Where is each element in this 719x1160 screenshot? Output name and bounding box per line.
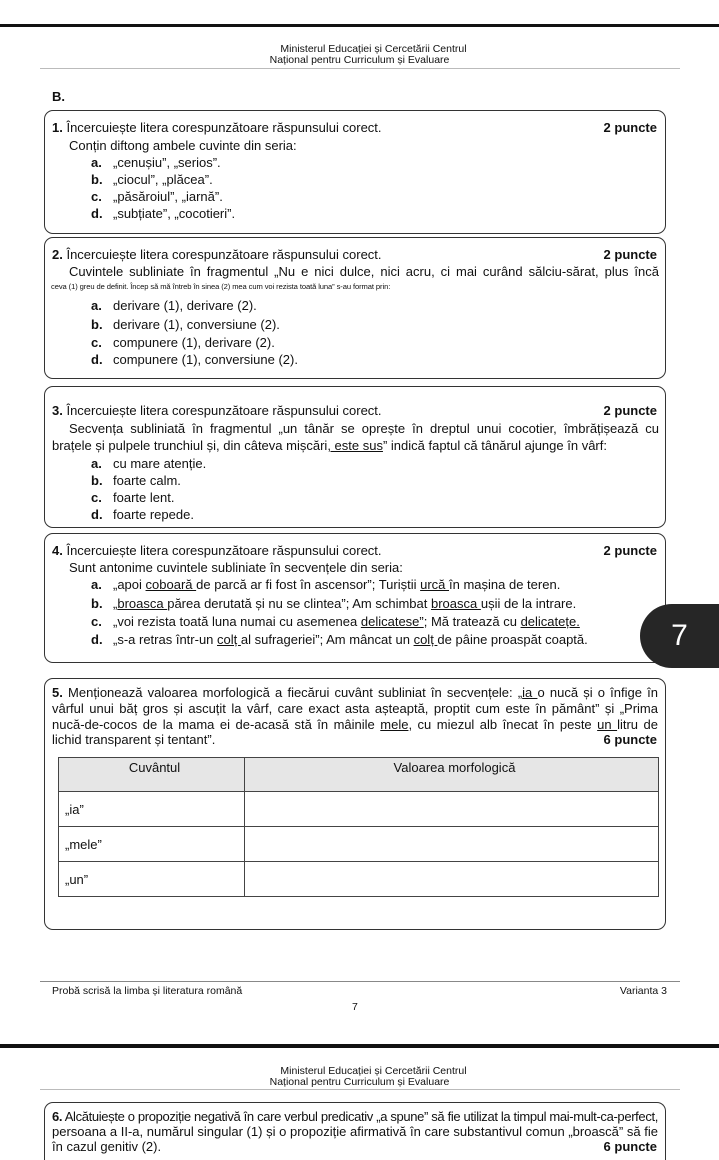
- table-cell-word: „ia”: [59, 792, 245, 827]
- question-5-line2: vârful unui băț gros și ascuțit la vârf, care exact asta așteaptă, proptit cum este în pământ” și „Prima: [52, 701, 658, 716]
- question-4-box: [44, 533, 666, 663]
- next-header-divider: [40, 1089, 680, 1090]
- next-page-header: [0, 1066, 719, 1088]
- question-3-underlined: , este sus: [327, 438, 383, 453]
- question-6-box: [44, 1102, 666, 1160]
- question-5-line1: 5. Menționează valoarea morfologică a fiecărui cuvânt subliniat în secvențele: „ia o nucă și o înfige în: [52, 685, 658, 700]
- question-3-text-line2: brațele și pulpele trunchiul și, din câteva mișcări, este sus” indică faptul că tânărul ajunge în vârf:: [52, 438, 607, 453]
- table-cell-word: „mele”: [59, 827, 245, 862]
- question-2-option-b[interactable]: b. derivare (1), conversiune (2).: [91, 317, 280, 332]
- table-cell-word: „un”: [59, 862, 245, 897]
- table-cell-answer[interactable]: [245, 862, 659, 897]
- question-4-option-a[interactable]: a. „apoi coboară de parcă ar fi fost în ascensor”; Turiștii urcă în mașina de teren.: [91, 577, 561, 592]
- question-1-text: Conțin diftong ambele cuvinte din seria:: [69, 138, 297, 153]
- question-4-option-b[interactable]: b. „broasca părea derutată și nu se clintea”; Am schimbat broasca ușii de la intrare.: [91, 596, 577, 611]
- column-header-value: Valoarea morfologică: [245, 758, 659, 792]
- question-2-text-line2: ceva (1) greu de definit. Încep să mă întreb în sinea (2) mea cum voi rezista toată luna” s-au format prin:: [51, 282, 391, 291]
- question-4-instruction: Încercuiește litera corespunzătoare răspunsului corect.: [66, 543, 382, 558]
- footer-page-number: 7: [352, 1001, 358, 1013]
- question-2-instruction: Încercuiește litera corespunzătoare răspunsului corect.: [66, 247, 382, 262]
- question-1-option-d[interactable]: d. „subțiate”, „cocotieri”.: [91, 206, 236, 221]
- question-3-points: 2 puncte: [603, 403, 657, 418]
- question-4-header: [52, 543, 657, 558]
- question-4-text: Sunt antonime cuvintele subliniate în secvențele din seria:: [69, 560, 403, 575]
- question-1-option-a[interactable]: a. „cenușiu”, „serios”.: [91, 155, 221, 170]
- question-1-option-b[interactable]: b. „ciocul”, „plăcea”.: [91, 172, 213, 187]
- header-divider: [40, 68, 680, 69]
- table-cell-answer[interactable]: [245, 792, 659, 827]
- question-4-option-d[interactable]: d. „s-a retras într-un colț al sufrageriei”; Am mâncat un colț de pâine proaspăt coaptă.: [91, 632, 588, 647]
- question-1-instruction: Încercuiește litera corespunzătoare răspunsului corect.: [66, 120, 382, 135]
- question-1-number: 1.: [52, 120, 63, 135]
- question-6-points: 6 puncte: [603, 1139, 657, 1154]
- question-5-box: [44, 678, 666, 930]
- question-1-box: [44, 110, 666, 234]
- footer-right: Varianta 3: [619, 985, 667, 997]
- header-line1: Ministerul Educației și Cercetării Centrul: [280, 43, 467, 55]
- question-2-text-line1: Cuvintele subliniate în fragmentul „Nu e nici dulce, nici acru, ci mai curând sălciu-sărat, plus încă: [69, 264, 659, 279]
- answer-table-header: [59, 758, 659, 792]
- answer-table: [58, 757, 659, 897]
- question-3-header: [52, 403, 657, 418]
- page-number-tab: 7: [640, 604, 719, 668]
- column-header-word: Cuvântul: [59, 758, 245, 792]
- question-4-number: 4.: [52, 543, 63, 558]
- question-1-points: 2 puncte: [603, 120, 657, 135]
- question-3-instruction: Încercuiește litera corespunzătoare răspunsului corect.: [66, 403, 382, 418]
- question-2-number: 2.: [52, 247, 63, 262]
- question-5-line4: lichid transparent și tentant”.: [52, 732, 216, 747]
- next-header-line2: Național pentru Curriculum și Evaluare: [269, 1076, 450, 1088]
- question-2-option-a[interactable]: a. derivare (1), derivare (2).: [91, 298, 257, 313]
- question-3-number: 3.: [52, 403, 63, 418]
- table-row: [59, 827, 659, 862]
- table-row: [59, 792, 659, 827]
- question-2-header: [52, 247, 657, 262]
- question-4-points: 2 puncte: [603, 543, 657, 558]
- question-6-line1: 6. Alcătuiește o propoziție negativă în care verbul predicativ „a spune” să fie utilizat la timpul mai-mult-ca-perfect,: [52, 1109, 658, 1124]
- question-1-header: [52, 120, 657, 135]
- question-3-option-b[interactable]: b. foarte calm.: [91, 473, 181, 488]
- question-5-line3: nucă-de-cocos de la mama ei de-acasă stă în mâinile mele, cu miezul alb înecat în peste un litru de: [52, 717, 658, 732]
- table-cell-answer[interactable]: [245, 827, 659, 862]
- table-row: [59, 862, 659, 897]
- page-header: [0, 44, 719, 66]
- question-3-option-c[interactable]: c. foarte lent.: [91, 490, 175, 505]
- question-3-option-a[interactable]: a. cu mare atenție.: [91, 456, 207, 471]
- question-6-line3: în cazul genitiv (2).: [52, 1139, 162, 1154]
- question-6-line2: persoana a II-a, numărul singular (1) și o propoziție afirmativă în care substantivul comun „broască” să fie: [52, 1124, 658, 1139]
- question-2-option-d[interactable]: d. compunere (1), conversiune (2).: [91, 352, 298, 367]
- question-2-box: [44, 237, 666, 379]
- question-2-option-c[interactable]: c. compunere (1), derivare (2).: [91, 335, 275, 350]
- page-break-rule: [0, 1044, 719, 1048]
- question-1-option-c[interactable]: c. „păsăroiul”, „iarnă”.: [91, 189, 223, 204]
- question-3-text-line1: Secvența subliniată în fragmentul „un tânăr se oprește în dreptul unui cocotier, îmbrățișează cu: [69, 421, 659, 436]
- section-label: B.: [52, 89, 65, 104]
- header-line2: Național pentru Curriculum și Evaluare: [269, 54, 450, 66]
- question-5-points: 6 puncte: [603, 732, 657, 747]
- question-2-points: 2 puncte: [603, 247, 657, 262]
- footer-left: Probă scrisă la limba și literatura română: [52, 985, 243, 997]
- top-rule: [0, 24, 719, 27]
- question-3-box: [44, 386, 666, 528]
- question-4-option-c[interactable]: c. „voi rezista toată luna numai cu asemenea delicatese”; Mă tratează cu delicatețe.: [91, 614, 580, 629]
- question-3-option-d[interactable]: d. foarte repede.: [91, 507, 194, 522]
- next-header-line1: Ministerul Educației și Cercetării Centrul: [280, 1065, 467, 1077]
- footer-divider: [40, 981, 680, 982]
